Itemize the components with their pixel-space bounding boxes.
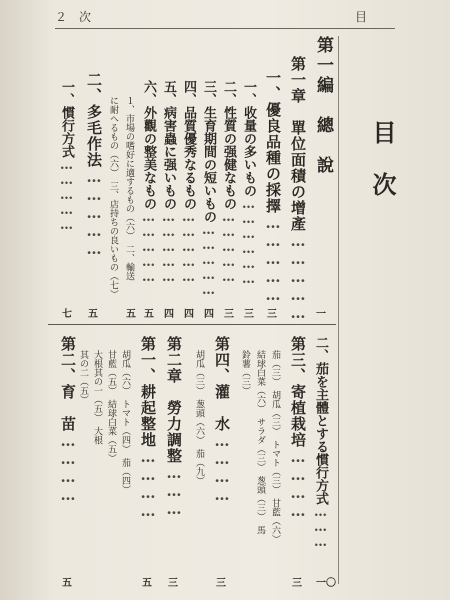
page-number: 四 (204, 309, 214, 320)
toc-item-text: 二、性質の强健なもの (221, 80, 236, 210)
page-number: 七 (62, 309, 72, 320)
page-number: 五 (142, 578, 152, 589)
page-number: 五 (144, 309, 154, 320)
header-right: 目 (355, 10, 368, 24)
sub-items-line: 茄（三） 胡瓜（三） トマト（三） 甘藍（六） (270, 350, 280, 544)
page-number: 四 (164, 309, 174, 320)
page-title: 目次 (368, 120, 397, 224)
chapter-1-title: 第一章 單位面積の增產 (289, 56, 307, 232)
page-number: 三 (267, 309, 277, 320)
toc-item: 四、品質優秀なるもの…………… (181, 80, 196, 285)
toc-item-text: 二、茄を主體とする慣行方式 (313, 336, 328, 505)
toc-item: 五、病害蟲に强いもの…………… (161, 80, 176, 285)
section-title: 第三、寄植栽培 (289, 336, 307, 448)
page-number: 一〇 (316, 578, 336, 589)
page-number: 五 (88, 309, 98, 320)
toc-item: 二、茄を主體とする慣行方式……… (313, 336, 328, 550)
page-number: 三 (244, 309, 254, 320)
section-title: 第二、育 苗 (59, 336, 77, 432)
header-left: ２ 次 (55, 10, 92, 24)
section-title: 第四、灌 水 (213, 336, 231, 432)
page-number: 五 (126, 309, 136, 320)
chapter-2-title: 第二章 勞力調整 (165, 336, 183, 464)
toc-item: 一、慣行方式…………… (59, 80, 74, 233)
toc-item-text: 四、品質優秀なるもの (181, 80, 196, 210)
chapter-1-heading: 第一章 單位面積の增產…………… (289, 56, 307, 322)
page-number: 五 (62, 578, 72, 589)
toc-item: 六、外觀の整美なもの…………… (141, 80, 156, 285)
page-number: 一 (316, 309, 326, 320)
toc-item-text: 一、慣行方式 (59, 80, 74, 158)
toc-item: 二、性質の强健なもの…………… (221, 80, 236, 285)
running-header (55, 8, 385, 26)
section-2-title: 二、多毛作法 (85, 72, 103, 168)
section-1-heading: 一、優良品種の採擇…………… (264, 70, 282, 304)
header-rule (55, 28, 395, 29)
section-2-heading: 二、多毛作法…………… (85, 72, 103, 258)
sub-items-line: 大根其の一（五） 大根 (92, 350, 102, 445)
page-number: 三 (292, 578, 302, 589)
section-title: 第一、耕起整地 (139, 336, 157, 448)
sub-items-line: 胡瓜（六） トマト（四） 茄（四） (120, 350, 130, 494)
toc-item-text: 一、收量の多いもの (241, 80, 256, 197)
section-1-title: 一、優良品種の採擇 (264, 70, 282, 214)
toc-item-text: 六、外觀の整美なもの (141, 80, 156, 210)
toc-item-text: 三、生育期間の短いもの (201, 80, 216, 223)
section-heading: 第三、寄植栽培………… (289, 336, 307, 520)
section-heading: 第一、耕起整地………… (139, 336, 157, 520)
sub-items-line: 其の二（五） (78, 350, 88, 404)
toc-item-text: 五、病害蟲に强いもの (161, 80, 176, 210)
chapter-2-heading: 第二章 勞力調整……… (165, 336, 183, 518)
section-heading: 第二、育 苗………… (59, 336, 77, 504)
toc-item: 一、收量の多いもの……………… (241, 80, 256, 287)
part-1-heading: 第一編 總 說 (313, 36, 333, 176)
page-number: 四 (184, 309, 194, 320)
column-divider (338, 36, 339, 584)
sub-items-line: 甘藍（五） 結球白菜（五） (106, 350, 116, 463)
page-number: 三 (168, 578, 178, 589)
sub-items-line: 鈴薯（三） (240, 350, 250, 395)
toc-item: 三、生育期間の短いもの…………… (201, 80, 216, 298)
page-number: 三 (224, 309, 234, 320)
sub-items-line-1: １、市場の嗜好に適するもの（六） 二、輸送 (124, 96, 134, 281)
sub-items-line: 結球白菜（六） サラダ（三） 葱頭（三） 馬 (255, 350, 265, 535)
sub-items-line: 胡瓜（三） 葱頭（六） 茄（九） (194, 350, 204, 485)
section-heading: 第四、灌 水………… (213, 336, 231, 504)
page-number: 三 (216, 578, 226, 589)
block-separator (48, 324, 336, 325)
sub-items-line-2: に耐へるもの（六） 三、店持ちの良いもの（七） (108, 96, 118, 299)
